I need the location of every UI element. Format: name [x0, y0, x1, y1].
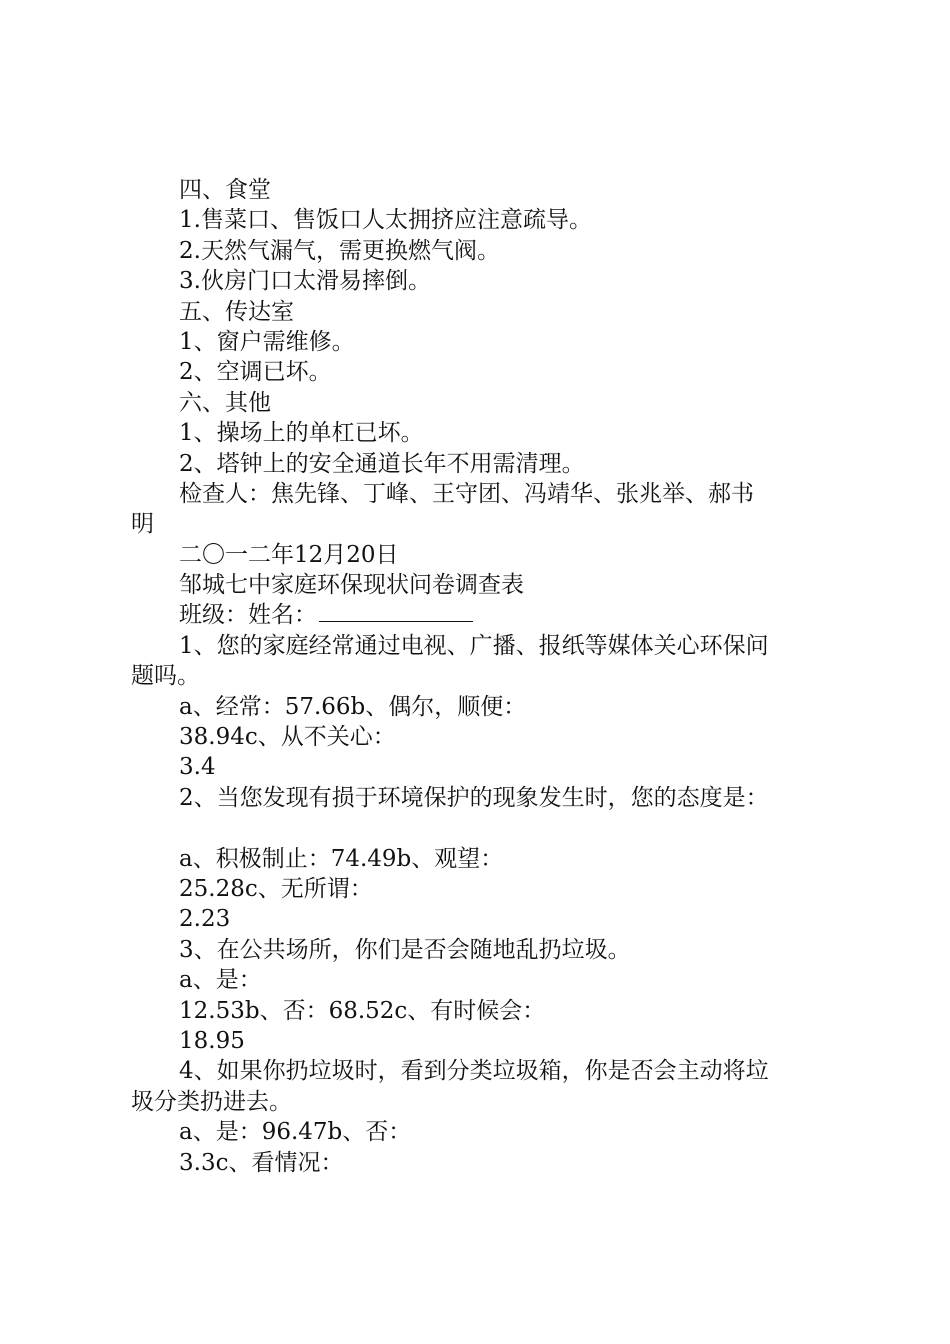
- paragraph: 2.天然气漏气，需更换燃气阀。: [179, 237, 500, 264]
- section-heading-canteen: 四、食堂: [179, 177, 271, 203]
- document-body: [131, 175, 831, 1178]
- paragraph: 2、塔钟上的安全通道长年不用需清理。: [179, 450, 585, 477]
- section-heading-reception: 五、传达室: [179, 298, 294, 325]
- answer-line: a、是：96.47b、否：: [179, 1119, 412, 1146]
- answer-line: 3.4: [179, 754, 216, 781]
- section-heading-other: 六、其他: [179, 389, 271, 416]
- class-name-line: [131, 600, 831, 630]
- blank-line: [131, 813, 831, 843]
- answer-line: a、是：: [179, 967, 262, 994]
- question-4: 4、如果你扔垃圾时，看到分类垃圾箱，你是否会主动将垃: [179, 1058, 769, 1085]
- question-1-continued: 题吗。: [131, 663, 200, 690]
- paragraph: 1、窗户需维修。: [179, 328, 355, 355]
- answer-line: 3.3c、看情况：: [179, 1149, 344, 1176]
- paragraph: 1.售菜口、售饭口人太拥挤应注意疏导。: [179, 207, 592, 234]
- class-name-label: 班级：姓名：: [179, 602, 317, 629]
- answer-line: 12.53b、否：68.52c、有时候会：: [179, 997, 546, 1024]
- survey-title: 邹城七中家庭环保现状问卷调查表: [179, 572, 524, 599]
- inspectors-line-continued: 明: [131, 511, 154, 538]
- paragraph: 1、操场上的单杠已坏。: [179, 420, 424, 447]
- question-2: 2、当您发现有损于环境保护的现象发生时，您的态度是：: [179, 784, 769, 811]
- name-blank-underline: [319, 601, 473, 622]
- question-1: 1、您的家庭经常通过电视、广播、报纸等媒体关心环保问: [179, 632, 769, 659]
- answer-line: 38.94c、从不关心：: [179, 724, 396, 751]
- answer-line: a、经常：57.66b、偶尔，顺便：: [179, 693, 527, 720]
- answer-line: 2.23: [179, 906, 231, 933]
- question-4-continued: 圾分类扔进去。: [131, 1088, 292, 1115]
- question-3: 3、在公共场所，你们是否会随地乱扔垃圾。: [179, 936, 631, 963]
- answer-line: a、积极制止：74.49b、观望：: [179, 845, 504, 872]
- answer-line: 25.28c、无所谓：: [179, 875, 373, 902]
- date-line: 二〇一二年12月20日: [179, 541, 399, 568]
- answer-line: 18.95: [179, 1027, 245, 1054]
- inspectors-line: 检查人：焦先锋、丁峰、王守团、冯靖华、张兆举、郝书: [179, 480, 754, 507]
- paragraph: 3.伙房门口太滑易摔倒。: [179, 268, 431, 295]
- paragraph: 2、空调已坏。: [179, 359, 332, 386]
